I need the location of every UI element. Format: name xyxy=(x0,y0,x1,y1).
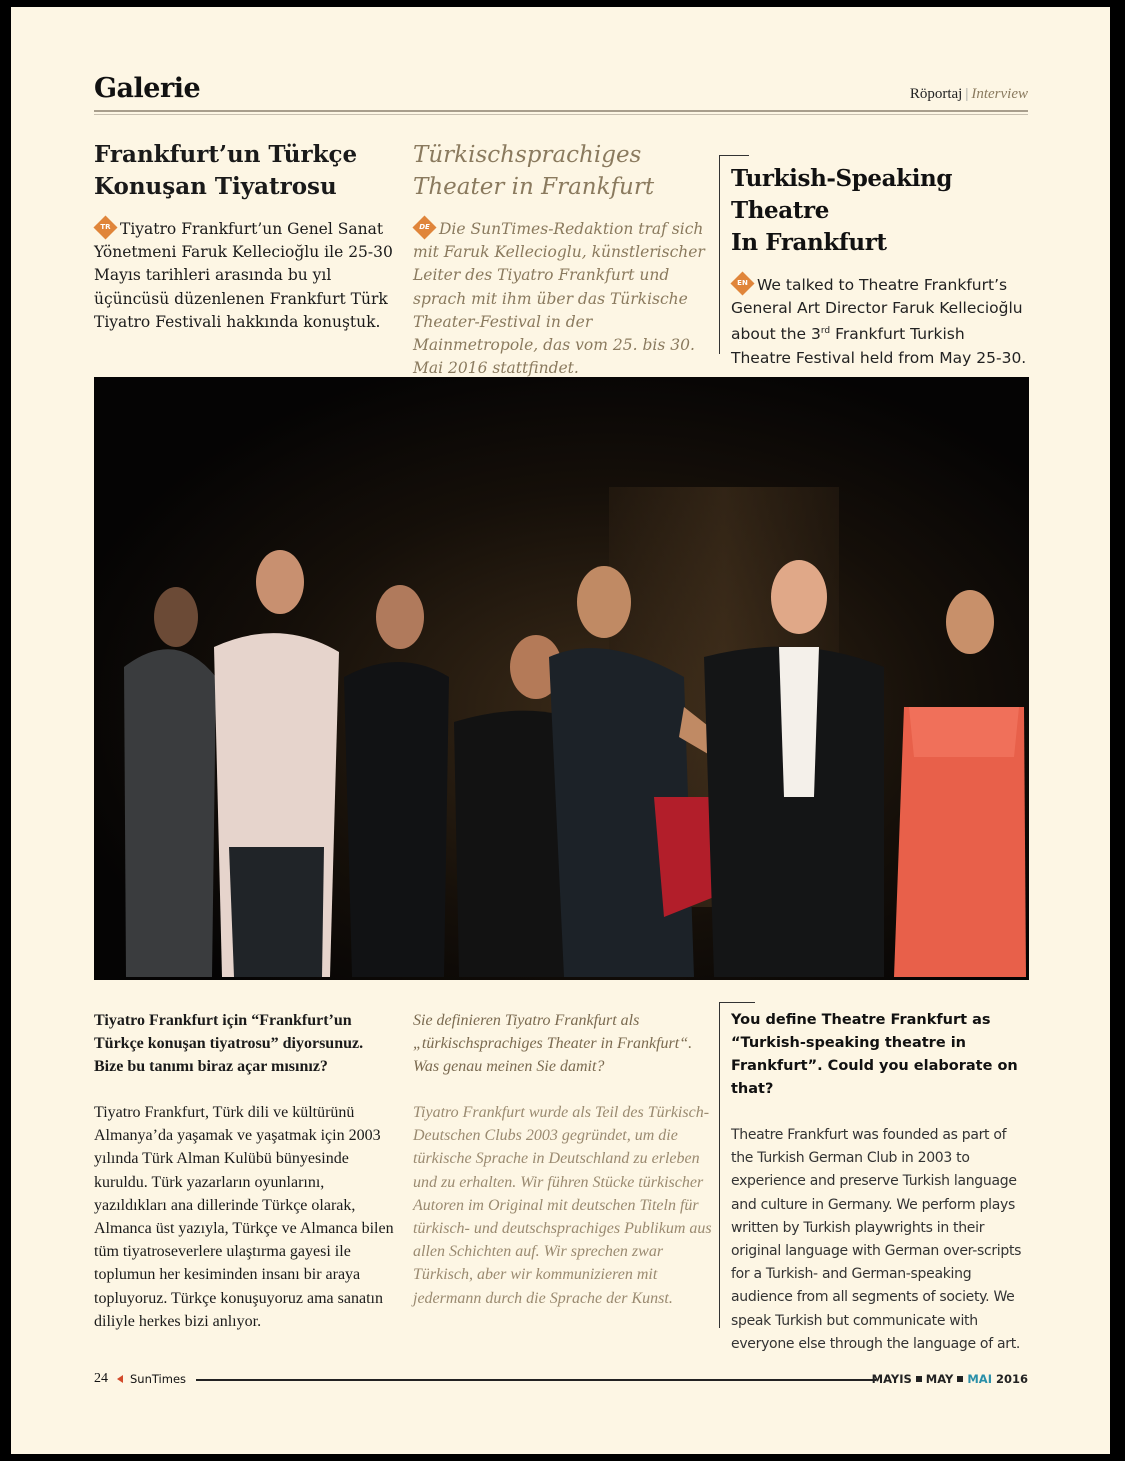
flag-badge-en-icon xyxy=(730,271,754,295)
intro-en xyxy=(731,273,1029,370)
magazine-logo: Galerie xyxy=(94,73,201,104)
question-de: Sie definieren Tiyatro Frankfurt als „türkischsprachiges Theater in Frankfurt“. Was genau meinen Sie damit? xyxy=(413,1012,693,1075)
section-separator: | xyxy=(965,86,969,102)
answer-de: Tiyatro Frankfurt wurde als Teil des Türkisch-Deutschen Clubs 2003 gegründet, um die türkische Sprache in Deutschland zu erleben und zu erhalten. Wir führen Stücke türkischer Autoren im Original mit deutschen Titeln für türkisch- und deutschsprachiges Publikum aus allen Schichten auf. Wir sprechen zwar Türkisch, aber wir kommunizieren mit jedermann durch die Sprache der Kunst. xyxy=(413,1104,712,1307)
triangle-left-icon xyxy=(117,1375,123,1383)
page-header xyxy=(94,73,1028,119)
question-en: You define Theatre Frankfurt as “Turkish-speaking theatre in Frankfurt”. Could you elaborate on that? xyxy=(731,1012,1018,1097)
headline-en-line1: Turkish-Speaking Theatre xyxy=(731,165,953,224)
headline-de-block xyxy=(413,139,713,380)
headline-tr-line2: Konuşan Tiyatrosu xyxy=(94,173,337,200)
intro-tr xyxy=(94,217,394,334)
magazine-page xyxy=(11,7,1110,1454)
intro-en-ordinal: rd xyxy=(820,326,831,337)
stage-photo xyxy=(94,377,1029,980)
qa-de xyxy=(413,1009,713,1310)
qa-en xyxy=(731,1009,1029,1356)
header-rule-thin xyxy=(94,114,1028,115)
badge-de-label: DE xyxy=(419,223,430,231)
answer-en: Theatre Frankfurt was founded as part of the Turkish German Club in 2003 to experience and preserve Turkish language and culture in Germany. We perform plays written by Turkish playwrights in their original language with German over-scripts for a Turkish- and German-speaking audience from all segments of society. We speak Turkish but communicate with everyone else through the language of art. xyxy=(731,1127,1022,1352)
section-tr: Röportaj xyxy=(909,86,963,102)
header-rule xyxy=(94,110,1028,112)
footer-brand: SunTimes xyxy=(130,1372,187,1386)
headline-en-block xyxy=(731,163,1029,370)
headline-en-line2: In Frankfurt xyxy=(731,229,887,256)
column-tick-en-top xyxy=(719,155,749,156)
headline-tr-line1: Frankfurt’un Türkçe xyxy=(94,141,358,168)
year: 2016 xyxy=(995,1372,1028,1386)
square-bullet-icon xyxy=(957,1376,963,1382)
month-de: MAI xyxy=(967,1372,992,1386)
page-number: 24 xyxy=(94,1371,108,1386)
column-rule-en-bottom xyxy=(719,1002,720,1328)
headline-tr xyxy=(94,139,394,203)
section-en: Interview xyxy=(971,86,1028,102)
page-footer xyxy=(94,1369,1028,1389)
headline-de xyxy=(413,139,713,203)
headline-de-line1: Türkischsprachiges xyxy=(413,142,642,168)
flag-badge-de-icon xyxy=(412,215,436,239)
column-rule-en-top xyxy=(719,155,720,354)
footer-date xyxy=(872,1372,1028,1386)
intro-tr-text: Tiyatro Frankfurt’un Genel Sanat Yönetmeni Faruk Kellecioğlu ile 25-30 Mayıs tarihleri arasında bu yıl üçüncüsü düzenlenen Frankfurt Türk Tiyatro Festivali hakkında konuştuk. xyxy=(94,220,393,331)
column-tick-en-bottom xyxy=(719,1002,755,1003)
stage-photo-icon xyxy=(94,377,1029,980)
answer-tr: Tiyatro Frankfurt, Türk dili ve kültürünü Almanya’da yaşamak ve yaşatmak için 2003 yılında Türk Alman Kulübü bünyesinde kuruldu. Türk yazarların oyunlarını, yazıldıkları ana dillerinde Türkçe olarak, Almanca üst yazıyla, Türkçe ve Almanca bilen tüm tiyatroseverlere ulaştırma gayesi ile toplumun her kesiminden insanı bir araya topluyoruz. Türkçe konuşuyoruz ama sanatın diliyle herkes bizi anlıyor. xyxy=(94,1104,394,1330)
headline-tr-block xyxy=(94,139,394,334)
headline-en xyxy=(731,163,1029,259)
month-tr: MAYIS xyxy=(871,1372,912,1386)
badge-en-label: EN xyxy=(737,279,748,287)
badge-tr-label: TR xyxy=(100,223,111,231)
square-bullet-icon xyxy=(916,1376,922,1382)
qa-tr xyxy=(94,1009,394,1333)
intro-en-text-end: Frankfurt Turkish Theatre Festival held from May 25-30. xyxy=(731,325,1027,367)
flag-badge-tr-icon xyxy=(93,215,117,239)
headline-de-line2: Theater in Frankfurt xyxy=(413,174,655,200)
intro-de-text: Die SunTimes-Redaktion traf sich mit Faruk Kellecioglu, künstlerischer Leiter des Tiyatro Frankfurt und sprach mit ihm über das Türkische Theater-Festival in der Mainmetropole, das vom 25. bis 30. Mai 2016 stattfindet. xyxy=(413,220,705,378)
question-tr: Tiyatro Frankfurt için “Frankfurt’un Türkçe konuşan tiyatrosu” diyorsunuz. Bize bu tanımı biraz açar mısınız? xyxy=(94,1012,364,1075)
intro-de xyxy=(413,217,713,380)
intro-en-text: We talked to Theatre Frankfurt’s General Art Director Faruk Kellecioğlu about the 3 xyxy=(731,276,1023,344)
section-label xyxy=(910,86,1028,103)
month-en: MAY xyxy=(925,1372,954,1386)
footer-rule xyxy=(196,1379,876,1381)
